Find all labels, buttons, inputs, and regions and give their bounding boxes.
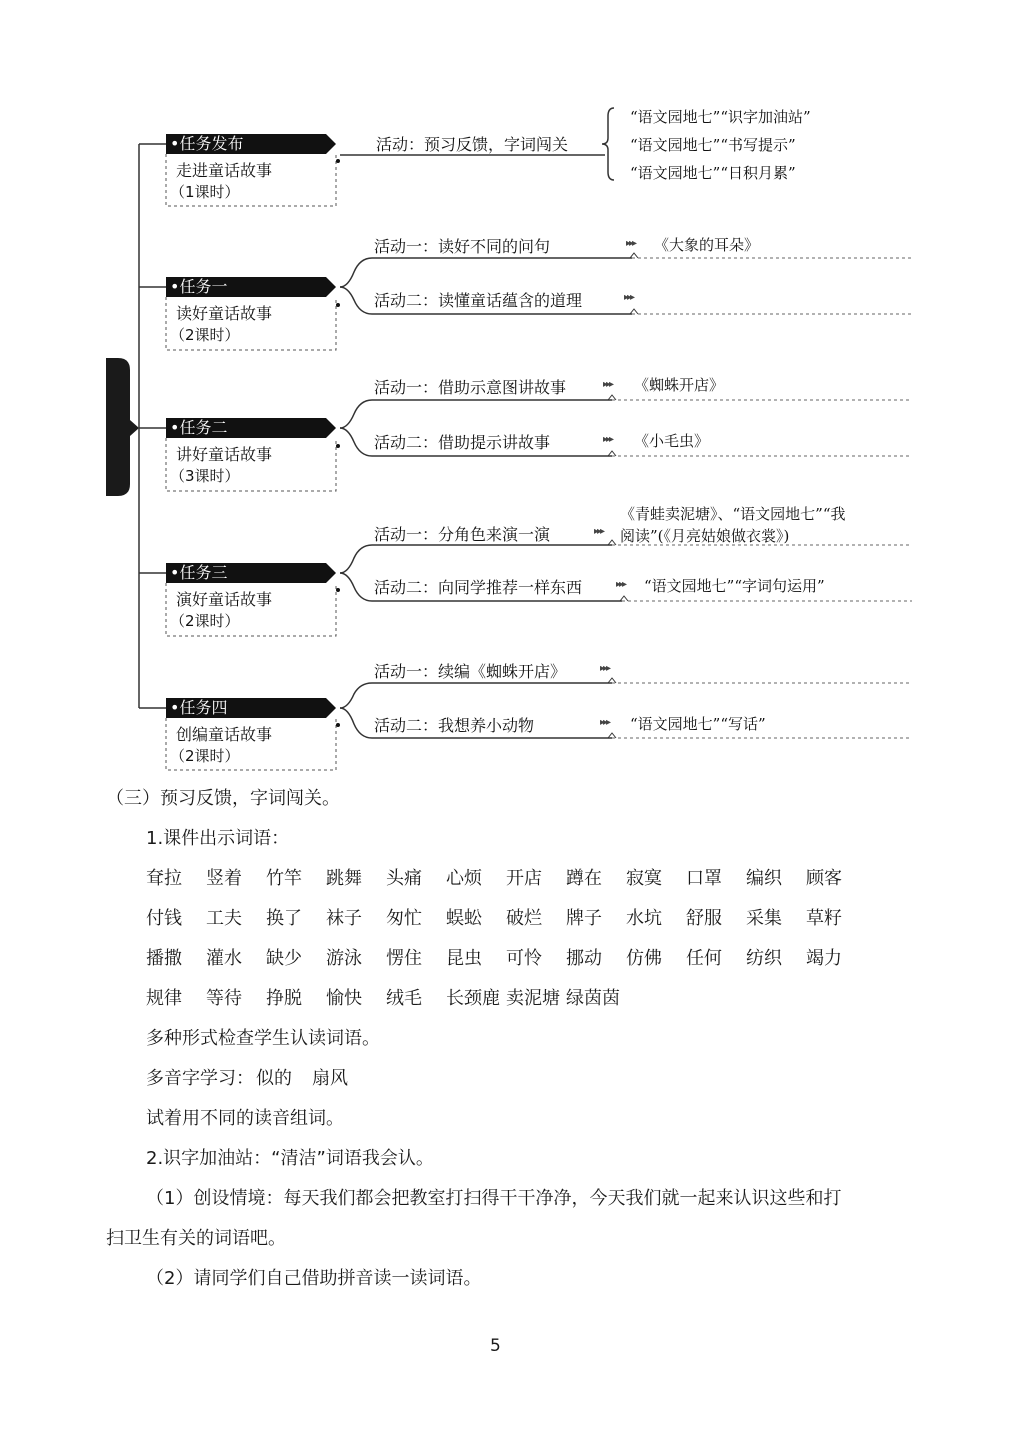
arrow-icon: ▸▸▸ (616, 579, 626, 590)
vocab-word: 编织 (746, 868, 782, 889)
resource-text: 阅读”(《月亮姑娘做衣裳》) (620, 527, 790, 545)
resource-text: 《大象的耳朵》 (654, 236, 760, 254)
activity-label: 活动二：读懂童话蕴含的道理 (374, 291, 583, 310)
vocab-word: 规律 (146, 988, 182, 1009)
task-tag-label: •任务一 (170, 277, 228, 296)
task-hours: （3课时） (170, 467, 240, 485)
arrow-icon: ▸▸▸ (594, 526, 604, 537)
vocab-word: 竖着 (206, 868, 242, 889)
vocab-word: 可怜 (506, 948, 542, 969)
resource-text: “语文园地七”“字词句运用” (644, 577, 825, 595)
vocab-word: 竭力 (806, 948, 842, 969)
vocab-word: 灌水 (206, 948, 242, 969)
vocab-word: 挪动 (566, 948, 602, 969)
vocab-word: 舒服 (686, 908, 722, 929)
vocab-word: 纺织 (746, 948, 782, 969)
vocab-word: 绿茵茵 (566, 988, 620, 1009)
vocab-word: 心烦 (446, 868, 482, 889)
polyphone-word: 似的 (256, 1068, 292, 1089)
vocab-word: 卖泥塘 (506, 988, 560, 1009)
task-tag-label: •任务发布 (170, 134, 244, 153)
activity-label: 活动一：借助示意图讲故事 (374, 378, 567, 397)
vocab-word: 愉快 (326, 988, 362, 1009)
item-2-heading: 2.识字加油站：“清洁”词语我会认。 (146, 1148, 434, 1169)
task-hours: （1课时） (170, 183, 240, 201)
vocab-word: 缺少 (266, 948, 302, 969)
arrow-icon: ▸▸▸ (626, 238, 636, 249)
task-hours: （2课时） (170, 747, 240, 765)
vocab-word: 袜子 (326, 908, 362, 929)
arrow-icon: ▸▸▸ (603, 434, 613, 445)
vocab-word: 长颈鹿 (446, 988, 500, 1009)
vocab-word: 跳舞 (326, 868, 362, 889)
section-heading: （三）预习反馈，字词闯关。 (106, 788, 340, 809)
vocab-word: 头痛 (386, 868, 422, 889)
vocab-word: 寂寞 (626, 868, 662, 889)
vocab-word: 匆忙 (386, 908, 422, 929)
polyphone-word: 扇风 (312, 1068, 348, 1089)
vocab-word: 愣住 (386, 948, 422, 969)
try-line: 试着用不同的读音组词。 (146, 1108, 344, 1129)
activity-label: 活动一：续编《蜘蛛开店》 (374, 662, 567, 681)
vocab-word: 牌子 (566, 908, 602, 929)
polyphone-line (146, 1064, 348, 1090)
task-name: 创编童话故事 (176, 725, 273, 744)
resource-text: 《小毛虫》 (634, 432, 710, 450)
resource-text: 《青蛙卖泥塘》、“语文园地七”“我 (620, 505, 846, 523)
item-1-heading: 1.课件出示词语： (146, 828, 290, 849)
vocab-word: 付钱 (146, 908, 182, 929)
activity-label: 活动：预习反馈，字词闯关 (376, 135, 569, 154)
arrow-icon: ▸▸▸ (600, 663, 610, 674)
vocab-word: 播撒 (146, 948, 182, 969)
resource-text: 《蜘蛛开店》 (634, 376, 725, 394)
activity-label: 活动一：读好不同的问句 (374, 237, 551, 256)
vocab-word: 换了 (266, 908, 302, 929)
vocab-word: 任何 (686, 948, 722, 969)
activity-label: 活动二：借助提示讲故事 (374, 433, 551, 452)
step-2-line: （2）请同学们自己借助拼音读一读词语。 (146, 1268, 482, 1289)
vocab-word: 草籽 (806, 908, 842, 929)
arrow-icon: ▸▸▸ (603, 379, 613, 390)
activity-label: 活动一：分角色来演一演 (374, 525, 551, 544)
task-tag-label: •任务三 (170, 563, 228, 582)
task-tag-label: •任务四 (170, 698, 228, 717)
vocab-word: 竹竿 (266, 868, 302, 889)
vocab-word: 耷拉 (146, 868, 182, 889)
step-1-line-2: 扫卫生有关的词语吧。 (106, 1228, 286, 1249)
vocab-word: 蹲在 (566, 868, 602, 889)
vocab-word: 水坑 (626, 908, 662, 929)
vocab-word: 挣脱 (266, 988, 302, 1009)
page-number: 5 (490, 1336, 501, 1356)
task-name: 讲好童话故事 (176, 445, 273, 464)
resource-text: “语文园地七”“写话” (630, 715, 766, 733)
task-hours: （2课时） (170, 326, 240, 344)
vocab-word: 游泳 (326, 948, 362, 969)
root-bracket (106, 358, 139, 496)
polyphone-label: 多音字学习： (146, 1068, 254, 1089)
check-line: 多种形式检查学生认读词语。 (146, 1028, 380, 1049)
brace-item: “语文园地七”“识字加油站” (630, 108, 811, 126)
vocab-word: 开店 (506, 868, 542, 889)
vocab-word: 绒毛 (386, 988, 422, 1009)
task-tag-label: •任务二 (170, 418, 228, 437)
vocab-word: 口罩 (686, 868, 722, 889)
step-1-line-1: （1）创设情境：每天我们都会把教室打扫得干干净净，今天我们就一起来认识这些和打 (146, 1188, 842, 1209)
task-name: 走进童话故事 (176, 161, 273, 180)
brace-item: “语文园地七”“日积月累” (630, 164, 796, 182)
vocab-word: 等待 (206, 988, 242, 1009)
brace-item: “语文园地七”“书写提示” (630, 136, 796, 154)
vocab-word: 工夫 (206, 908, 242, 929)
brace-left (602, 108, 614, 180)
task-hours: （2课时） (170, 612, 240, 630)
task-name: 读好童话故事 (176, 304, 273, 323)
vocab-word: 顾客 (806, 868, 842, 889)
vocab-word: 昆虫 (446, 948, 482, 969)
vocab-word: 仿佛 (626, 948, 662, 969)
vocab-word: 蜈蚣 (446, 908, 482, 929)
arrow-icon: ▸▸▸ (624, 292, 634, 303)
activity-label: 活动二：我想养小动物 (374, 716, 535, 735)
activity-label: 活动二：向同学推荐一样东西 (374, 578, 583, 597)
vocab-word: 破烂 (506, 908, 542, 929)
vocab-word: 采集 (746, 908, 782, 929)
task-name: 演好童话故事 (176, 590, 273, 609)
arrow-icon: ▸▸▸ (600, 717, 610, 728)
